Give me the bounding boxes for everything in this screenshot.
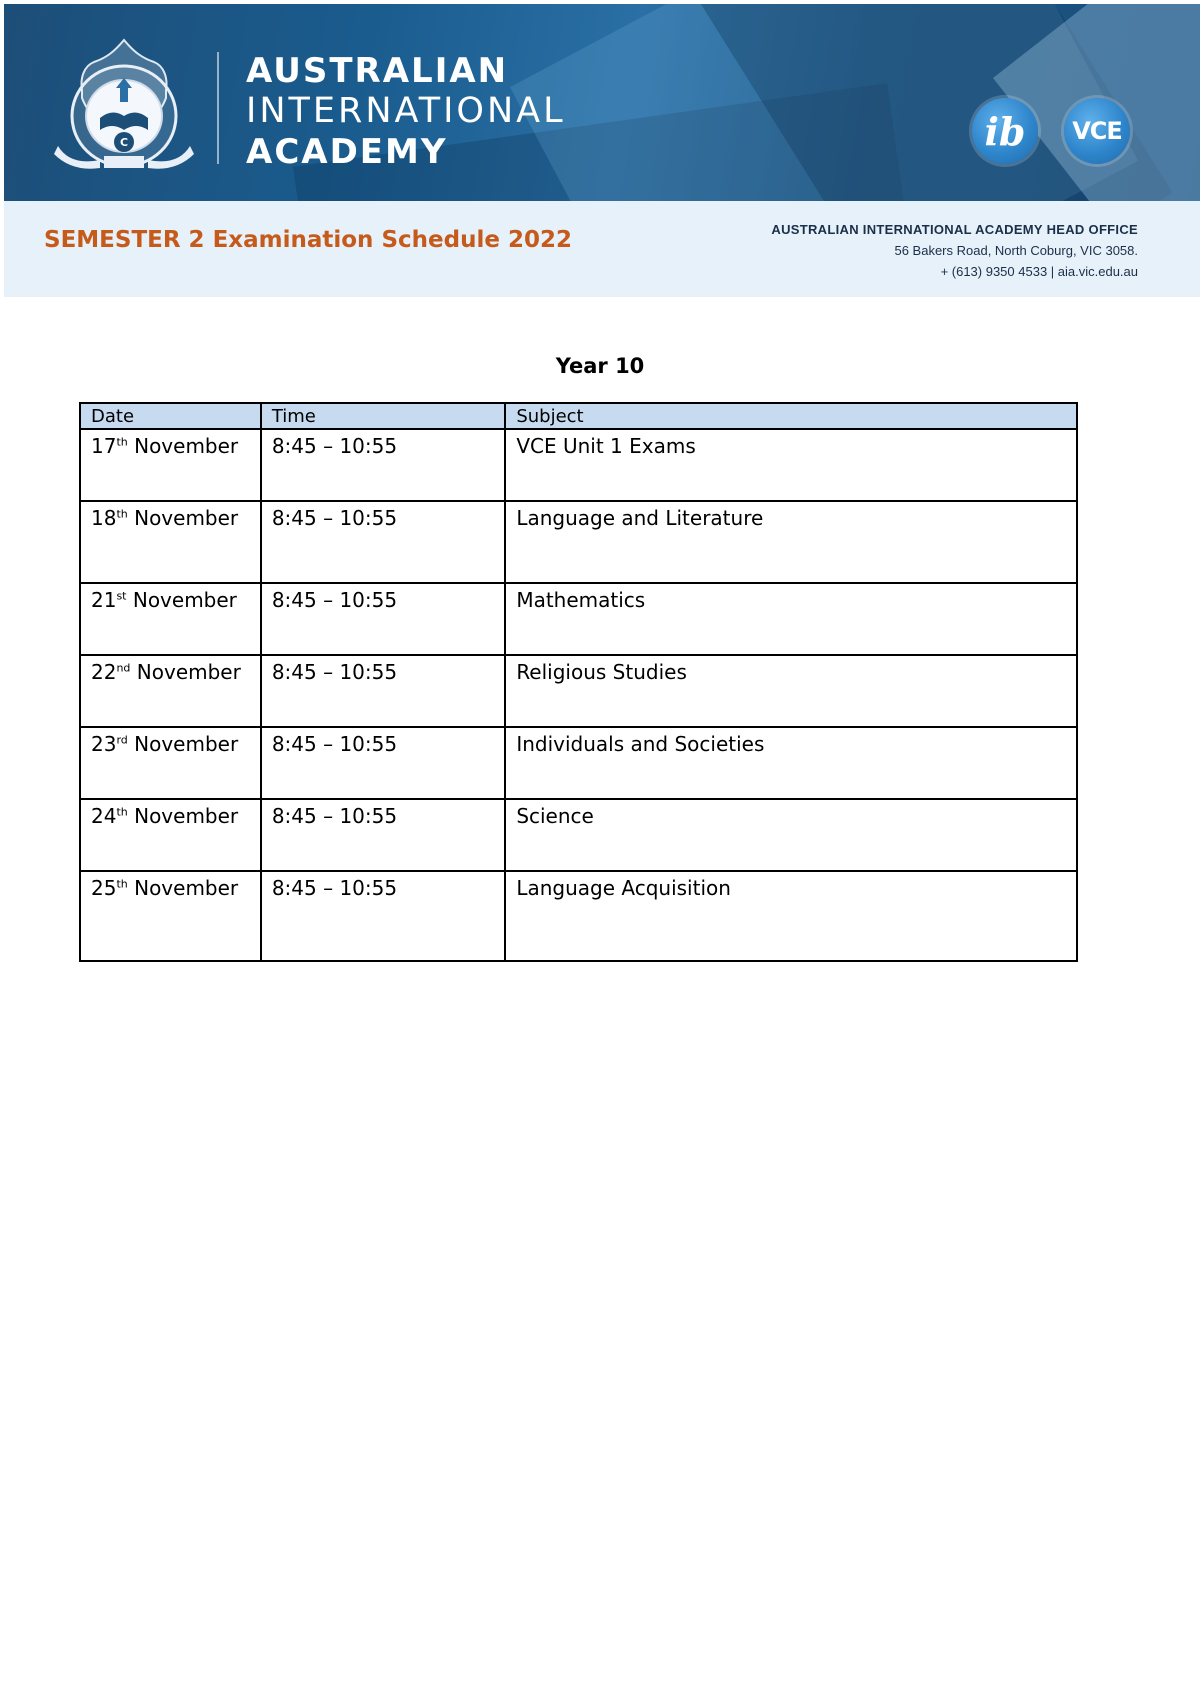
subject-cell: Individuals and Societies: [505, 727, 1077, 799]
date-day: 23: [91, 732, 117, 756]
table-header-row: [80, 403, 1077, 429]
column-header-date: Date: [80, 403, 261, 429]
table-row: [80, 501, 1077, 583]
date-cell: [80, 727, 261, 799]
brand-line: INTERNATIONAL: [246, 91, 566, 131]
academy-name: [246, 51, 566, 172]
header-banner: [4, 4, 1200, 201]
subject-cell: Language and Literature: [505, 501, 1077, 583]
date-suffix: th: [116, 877, 128, 891]
date-cell: [80, 799, 261, 871]
date-cell: [80, 429, 261, 501]
date-month: November: [134, 876, 239, 900]
section-title: Year 10: [555, 354, 645, 378]
table-row: [80, 655, 1077, 727]
time-cell: 8:45 – 10:55: [261, 871, 505, 961]
subject-cell: Religious Studies: [505, 655, 1077, 727]
subject-cell: VCE Unit 1 Exams: [505, 429, 1077, 501]
office-address: 56 Bakers Road, North Coburg, VIC 3058.: [894, 243, 1138, 258]
ib-logo-text: ib: [984, 108, 1026, 154]
ib-logo: [972, 98, 1038, 164]
table-row: [80, 583, 1077, 655]
date-day: 25: [91, 876, 117, 900]
date-day: 22: [91, 660, 117, 684]
vce-logo-text: VCE: [1072, 117, 1122, 145]
date-month: November: [132, 588, 237, 612]
date-day: 17: [91, 434, 117, 458]
vce-logo: [1064, 98, 1130, 164]
subject-cell: Language Acquisition: [505, 871, 1077, 961]
subject-cell: Science: [505, 799, 1077, 871]
svg-text:C: C: [119, 136, 129, 149]
date-suffix: th: [116, 435, 128, 449]
brand-line: ACADEMY: [246, 132, 448, 172]
column-header-time: Time: [261, 403, 505, 429]
office-contact: + (613) 9350 4533 | aia.vic.edu.au: [940, 264, 1138, 279]
brand-line: AUSTRALIAN: [246, 51, 509, 91]
date-suffix: th: [116, 507, 128, 521]
date-month: November: [134, 804, 239, 828]
time-cell: 8:45 – 10:55: [261, 583, 505, 655]
header-divider: [217, 52, 219, 164]
date-cell: [80, 655, 261, 727]
table-row: [80, 799, 1077, 871]
date-suffix: nd: [116, 661, 131, 675]
date-cell: [80, 871, 261, 961]
subject-cell: Mathematics: [505, 583, 1077, 655]
time-cell: 8:45 – 10:55: [261, 727, 505, 799]
date-month: November: [134, 434, 239, 458]
date-day: 18: [91, 506, 117, 530]
time-cell: 8:45 – 10:55: [261, 429, 505, 501]
date-suffix: th: [116, 805, 128, 819]
office-name: AUSTRALIAN INTERNATIONAL ACADEMY HEAD OFFICE: [771, 222, 1138, 237]
academy-crest-logo: [50, 38, 198, 178]
date-month: November: [134, 732, 239, 756]
date-cell: [80, 583, 261, 655]
date-month: November: [136, 660, 241, 684]
column-header-subject: Subject: [505, 403, 1077, 429]
time-cell: 8:45 – 10:55: [261, 799, 505, 871]
time-cell: 8:45 – 10:55: [261, 655, 505, 727]
date-cell: [80, 501, 261, 583]
date-month: November: [134, 506, 239, 530]
date-day: 24: [91, 804, 117, 828]
date-suffix: st: [116, 589, 127, 603]
exam-schedule-table: [79, 402, 1078, 962]
date-suffix: rd: [116, 733, 128, 747]
head-office-info: [771, 222, 1138, 279]
table-row: [80, 429, 1077, 501]
date-day: 21: [91, 588, 117, 612]
schedule-title: SEMESTER 2 Examination Schedule 2022: [44, 227, 572, 253]
table-row: [80, 871, 1077, 961]
table-row: [80, 727, 1077, 799]
time-cell: 8:45 – 10:55: [261, 501, 505, 583]
